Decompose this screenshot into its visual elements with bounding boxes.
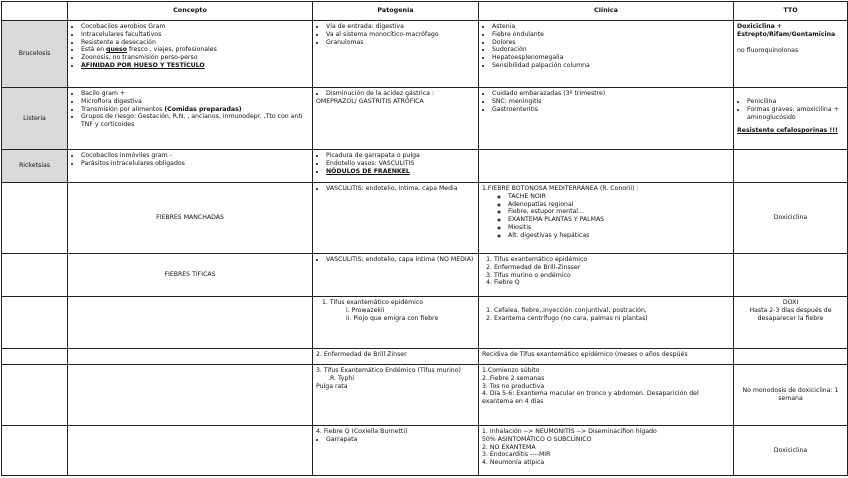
- list-item: • VASCULITIS: endotelio, íntima, capa Media: [326, 185, 475, 193]
- fiebre-q-clinica: [479, 426, 734, 476]
- list-item: • Sudoración: [492, 46, 730, 54]
- row-fiebres-manchadas: [2, 183, 848, 254]
- list-item: ◦ TACHE NOIR: [508, 193, 730, 201]
- list-item: 1. Tifus exantemático epidémico: [494, 256, 730, 264]
- text: i. Prowazekii: [346, 306, 385, 314]
- tto-bold: Doxiciclina + Estrepto/Rifam/Gentamicina: [737, 23, 836, 38]
- list-item: • Sensibilidad palpación columna: [492, 62, 730, 70]
- tto-note: no fluoroquinolonas: [737, 46, 799, 54]
- row-label-brucelosis: Brucelosis: [2, 21, 68, 88]
- listeria-patogenia: [313, 88, 479, 150]
- murino-tto: No monodosis de doxiciclina: 1 semana: [734, 365, 848, 426]
- tificas-patogenia: [313, 254, 479, 297]
- ricketsias-concepto: [68, 150, 313, 183]
- empty-cell: [68, 365, 313, 426]
- list-item: ◦ EXANTEMA PLANTAS Y PALMAS: [508, 216, 730, 224]
- row-tifus-epidemico: [2, 297, 848, 349]
- murino-patogenia: [313, 365, 479, 426]
- ricketsias-patogenia: [313, 150, 479, 183]
- list-item: • Picadura de garrapata o pulga: [326, 152, 475, 160]
- list-item: • Microflora digestiva: [81, 98, 309, 106]
- text: fresco , viajes, profesionales: [126, 46, 217, 54]
- text: DOXI: [782, 299, 799, 306]
- listeria-clinica: [479, 88, 734, 150]
- list-item: ◦ Fiebre, estupor mental...: [508, 208, 730, 216]
- list-item: • Endotelio vasos: VASCULITIS: [326, 160, 475, 168]
- text: OMEPRAZOL/ GASTRITIS ATRÓFICA: [316, 97, 424, 105]
- list-item: • VASCULITIS: endotelio, capa íntima (NO MEDIA): [326, 256, 475, 264]
- header-concepto: Concepto: [68, 2, 313, 21]
- text: 2..Fiebre 2 semanas: [482, 374, 545, 382]
- list-item: • Gastroenteritis: [492, 106, 730, 114]
- ricketsias-tto: [734, 150, 848, 183]
- text: .R. Typhi: [328, 374, 355, 382]
- list-item: • Intracelulares facultativos: [81, 31, 309, 39]
- header-row: [2, 2, 848, 21]
- list-item: • NÓDULOS DE FRAENKEL: [326, 168, 475, 176]
- list-item: ◦ Alt. digestivas y hepáticas: [508, 232, 730, 240]
- list-item: • Disminución de la acidez gástrica :: [326, 90, 475, 98]
- tificas-label: FIEBRES TÍFICAS: [68, 254, 313, 297]
- text: Hasta 2-3 días después de desaparecer la fiebre: [749, 306, 832, 322]
- text: 4. Neumonía atípica: [482, 459, 545, 467]
- text: 3. Tifus Exantemático Endémico (Tifus murino): [316, 367, 461, 374]
- listeria-concepto: [68, 88, 313, 150]
- notes-table: [1, 1, 848, 476]
- brucelosis-tto: [734, 21, 848, 88]
- empty-cell: [2, 349, 68, 365]
- manchadas-label: FIEBRES MANCHADAS: [68, 183, 313, 254]
- highlight-text: queso: [106, 46, 127, 54]
- fiebre-q-patogenia: [313, 426, 479, 476]
- text: 4. Fiebre Q (Coxiella Burnetti): [316, 428, 408, 435]
- row-label-ricketsias: Ricketsias: [2, 150, 68, 183]
- list-item: 1. Cefalea, fiebre,,inyección conjuntival, postración,: [494, 307, 730, 315]
- header-clinica: Clínica: [479, 2, 734, 21]
- list-item: 2. Exantema centrífugo (no cara, palmas ni plantas): [494, 315, 730, 323]
- header-corner: [2, 2, 68, 21]
- text: 1.Comienzo súbito: [482, 367, 540, 374]
- row-listeria: [2, 88, 848, 150]
- list-item: 3. Tifus murino o endémico: [494, 272, 730, 280]
- list-item: ◦ Adenopatías regional: [508, 201, 730, 209]
- list-item: • Grupos de riesgo: Gestación, R.N. , ancianos, inmunodepr. ,Tto con anti TNF y corticoides: [81, 113, 309, 129]
- list-item: • SNC: meningitis: [492, 98, 730, 106]
- row-label-listeria: Listeria: [2, 88, 68, 150]
- list-item: 2. Enfermedad de Brill-Zinsser: [494, 264, 730, 272]
- fiebre-q-tto: Doxiciclina: [734, 426, 848, 476]
- tifus-epidemico-clinica: [479, 297, 734, 349]
- tifus-epidemico-tto: [734, 297, 848, 349]
- text: 1. Inhalación --> NEUMONITIS --> Diseminacifion hígado: [482, 428, 657, 435]
- text: Está en: [81, 46, 107, 54]
- highlight-text: (Comidas preparadas): [164, 105, 242, 113]
- text: Pulga rata: [316, 382, 348, 390]
- list-item: • Resistente a desecación: [81, 39, 309, 47]
- tifus-epidemico-patogenia: [313, 297, 479, 349]
- row-fiebres-tificas: [2, 254, 848, 297]
- text: 3. Endocarditis ----MIR: [482, 451, 551, 459]
- list-item: • Va al sistema monocítico-macrófago: [326, 31, 475, 39]
- header-patogenia: Patogenia: [313, 2, 479, 21]
- list-item: • Garrapata: [326, 436, 475, 444]
- list-item: • Bacilo gram +: [81, 90, 309, 98]
- empty-cell: [2, 254, 68, 297]
- text: 3. Tos no productiva: [482, 382, 545, 390]
- brill-patogenia: 2. Enfermedad de Brill Zinser: [313, 349, 479, 365]
- text: ii. Piojo que emigra con fiebre: [346, 314, 439, 322]
- list-item: 4. Fiebre Q: [494, 279, 730, 287]
- row-ricketsias: [2, 150, 848, 183]
- list-item: • Parásitos intracelulares obligados: [81, 160, 309, 168]
- list-item: • Cocobacilos inmóviles gram -: [81, 152, 309, 160]
- list-item: • Penicilina: [747, 98, 844, 106]
- text: 2. NO EXANTEMA: [482, 443, 536, 451]
- empty-cell: [2, 297, 68, 349]
- empty-cell: [68, 297, 313, 349]
- row-fiebre-q: [2, 426, 848, 476]
- tificas-tto: [734, 254, 848, 297]
- manchadas-clinica: [479, 183, 734, 254]
- brucelosis-concepto: [68, 21, 313, 88]
- murino-clinica: [479, 365, 734, 426]
- brucelosis-patogenia: [313, 21, 479, 88]
- list-item: ◦ Miositis: [508, 224, 730, 232]
- brill-clinica: Recidiva de Tifus exantemático epidémico (meses o años despúés: [479, 349, 734, 365]
- manchadas-patogenia: [313, 183, 479, 254]
- brucelosis-clinica: [479, 21, 734, 88]
- row-brucelosis: [2, 21, 848, 88]
- list-item: • Cuidado embarazadas (3º trimestre): [492, 90, 730, 98]
- tto-note: Resistente cefalosporinas !!!: [737, 127, 838, 135]
- list-item: • Cocobacilos aerobios Gram: [81, 23, 309, 31]
- text: 1.FIEBRE BOTONOSA MEDITERRÁNEA (R. Conorii) :: [482, 185, 639, 192]
- row-tifus-murino: [2, 365, 848, 426]
- header-tto: TTO: [734, 2, 848, 21]
- list-item: • Hepatoesplenomegalia: [492, 54, 730, 62]
- list-item: • AFINIDAD POR HUESO Y TESTÍCULO: [81, 62, 309, 70]
- list-item: • Zoonosis, no transmisión perso-perso: [81, 54, 309, 62]
- text: Transmisión por alimentos: [81, 105, 165, 113]
- text: 1. Tifus exantemático epidémico: [322, 299, 424, 306]
- list-item: • Fiebre ondulante: [492, 31, 730, 39]
- listeria-tto: [734, 88, 848, 150]
- list-item: • Astenia: [492, 23, 730, 31]
- list-item: • Granulomas: [326, 39, 475, 47]
- list-item: • Formas graves: amoxicilina + aminoglucósido: [747, 106, 844, 122]
- empty-cell: [2, 365, 68, 426]
- text: 50% ASINTOMÁTICO O SUBCLÍNICO: [482, 435, 592, 443]
- tificas-clinica: [479, 254, 734, 297]
- empty-cell: [734, 349, 848, 365]
- empty-cell: [68, 349, 313, 365]
- empty-cell: [68, 426, 313, 476]
- empty-cell: [2, 426, 68, 476]
- text: 4. Día 5-6: Exantema macular en tronco y abdomen. Desaparición del exantema en 4 días: [482, 390, 699, 406]
- list-item: • Vía de entrada: digestiva: [326, 23, 475, 31]
- manchadas-tto: Doxiciclina: [734, 183, 848, 254]
- empty-cell: [2, 183, 68, 254]
- row-brill-zinser: [2, 349, 848, 365]
- ricketsias-clinica: [479, 150, 734, 183]
- list-item: • Dolores: [492, 39, 730, 47]
